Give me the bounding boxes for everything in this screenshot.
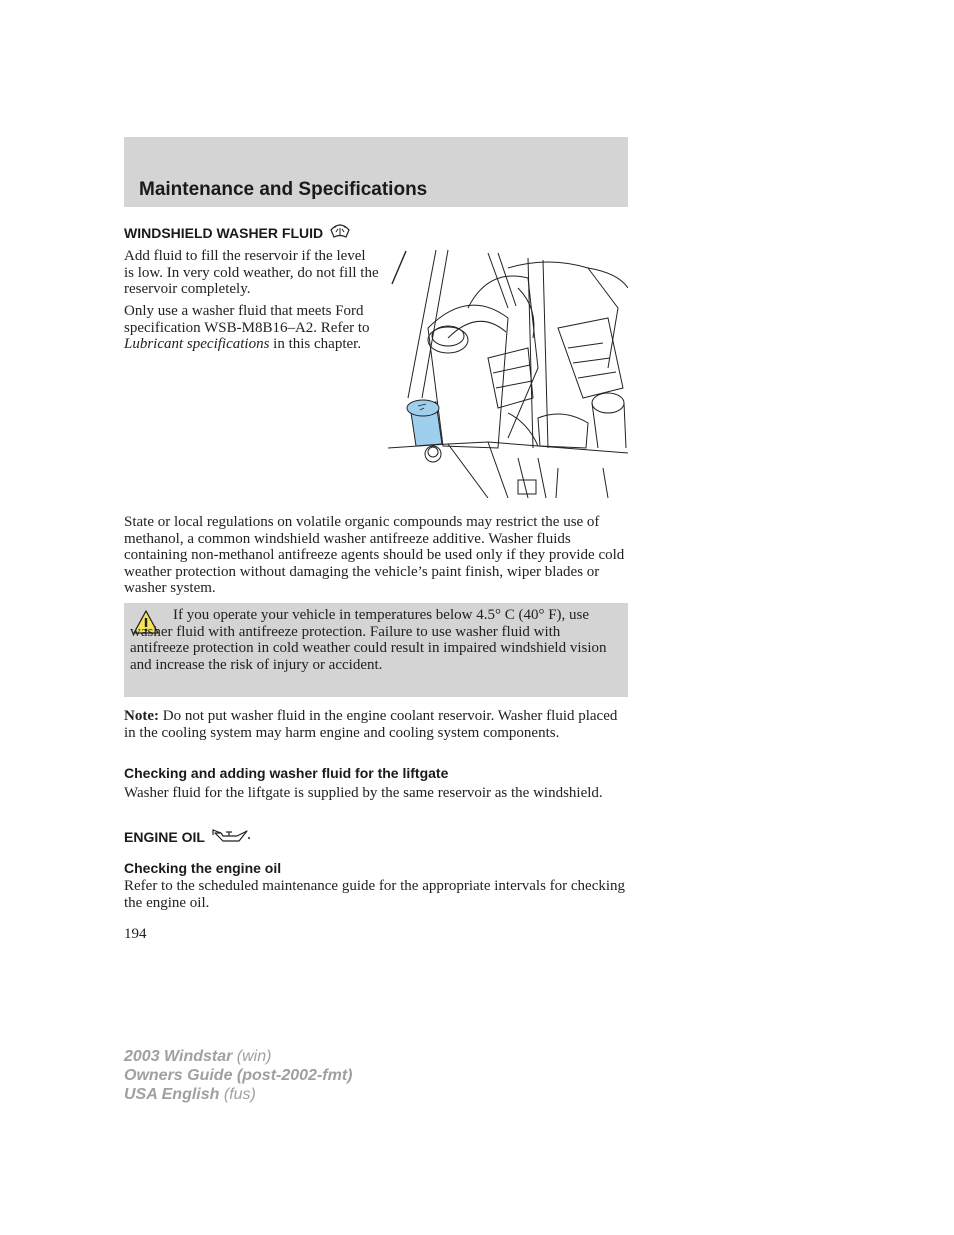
- lubricant-specifications-reference: Lubricant specifications: [124, 336, 270, 352]
- warning-text: [130, 607, 622, 673]
- checking-engine-oil-heading: Checking the engine oil: [124, 860, 282, 876]
- page-title: Maintenance and Specifications: [139, 179, 428, 200]
- liftgate-paragraph: Washer fluid for the liftgate is supplied by the same reservoir as the windshield.: [124, 785, 603, 801]
- footer-line-3: USA English (fus): [124, 1086, 256, 1103]
- document-footer: [124, 1047, 352, 1104]
- page-number: 194: [124, 926, 147, 942]
- washer-regulation-paragraph: State or local regulations on volatile organic compounds may restrict the use of methanol, a common windshield washer antifreeze additive. Washer fluids containing non-methanol antifreeze agents should be used only if they provide cold weather protection without damaging the vehicle’s paint finish, wiper blades or washer system.: [124, 514, 625, 596]
- warning-box: [124, 603, 628, 697]
- header-band: [124, 137, 628, 207]
- washer-heading-text: WINDSHIELD WASHER FLUID: [124, 224, 324, 241]
- washer-p2-start: Only use a washer fluid that meets Ford specification WSB-M8B16–A2. Refer to: [124, 303, 370, 336]
- washer-paragraph-1: Add fluid to fill the reservoir if the level is low. In very cold weather, do not fill the reservoir completely.: [124, 248, 379, 297]
- engine-compartment-illustration: [388, 248, 628, 498]
- washer-paragraph-2: [124, 303, 379, 353]
- footer-line-1: 2003 Windstar (win): [124, 1048, 272, 1065]
- warning-text-content: If you operate your vehicle in temperatures below 4.5° C (40° F), use washer fluid with antifreeze protection. Failure to use washer fluid with antifreeze protection in cold weather could result in impaired windshield vision and increase the risk of injury or accident.: [130, 607, 607, 673]
- footer-line-2: Owners Guide (post-2002-fmt): [124, 1067, 353, 1084]
- note-paragraph: [124, 708, 628, 741]
- engine-oil-heading: [124, 826, 251, 847]
- note-text: Do not put washer fluid in the engine coolant reservoir. Washer fluid placed in the cooling system may harm engine and cooling system components.: [124, 708, 618, 741]
- liftgate-heading: Checking and adding washer fluid for the liftgate: [124, 765, 449, 781]
- washer-heading: [124, 222, 351, 243]
- oil-can-icon: [211, 826, 251, 847]
- engine-oil-heading-text: ENGINE OIL: [124, 828, 205, 845]
- engine-oil-paragraph: Refer to the scheduled maintenance guide for the appropriate intervals for checking the engine oil.: [124, 878, 626, 911]
- washer-p2-end: in this chapter.: [269, 336, 362, 352]
- note-label: Note:: [124, 708, 159, 724]
- windshield-washer-icon: [329, 222, 351, 243]
